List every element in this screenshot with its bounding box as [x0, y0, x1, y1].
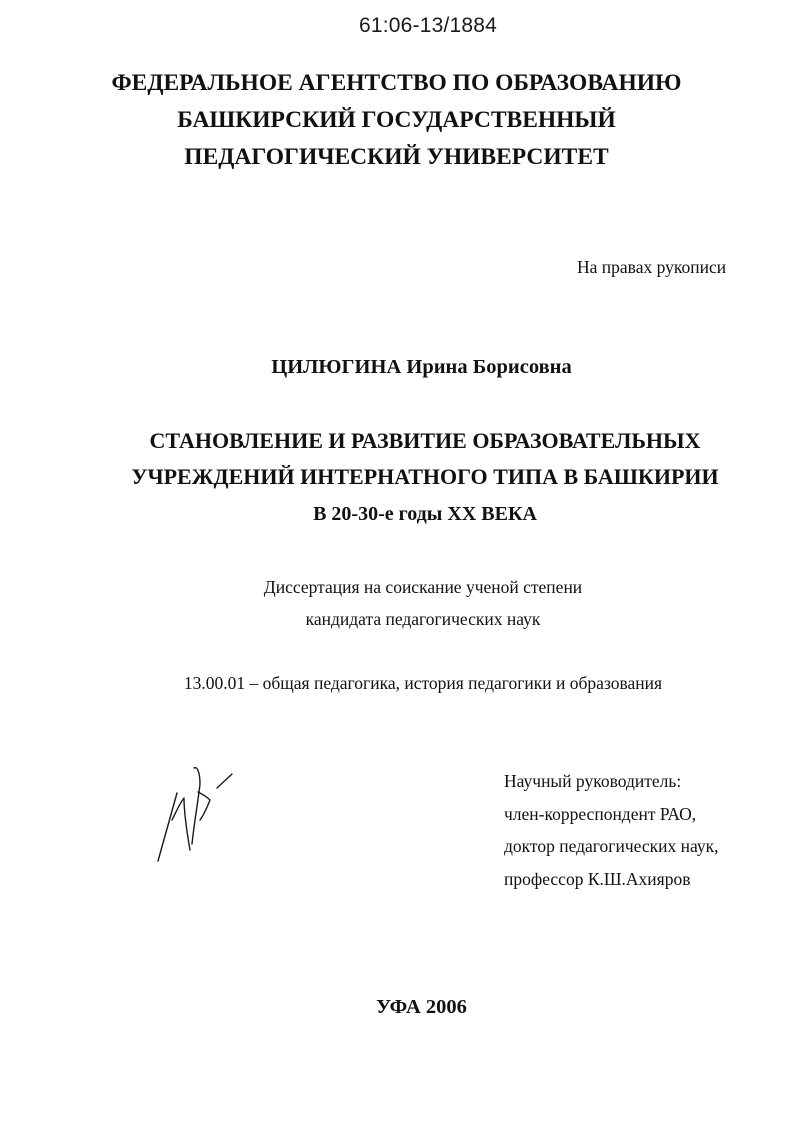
- signature-stroke-5: [217, 774, 232, 788]
- author-name: ЦИЛЮГИНА Ирина Борисовна: [271, 356, 572, 378]
- supervisor-line-3: доктор педагогических наук,: [504, 836, 719, 856]
- signature-stroke-1: [158, 793, 177, 861]
- supervisor-label: Научный руководитель:: [504, 771, 682, 791]
- specialty-code: 13.00.01 – общая педагогика, история педагогики и образования: [183, 673, 663, 693]
- title-line-1: СТАНОВЛЕНИЕ И РАЗВИТИЕ ОБРАЗОВАТЕЛЬНЫХ: [149, 428, 701, 453]
- organization-line-2: БАШКИРСКИЙ ГОСУДАРСТВЕННЫЙ: [177, 107, 616, 133]
- rights-note: На правах рукописи: [577, 257, 727, 277]
- organization-line-3: ПЕДАГОГИЧЕСКИЙ УНИВЕРСИТЕТ: [184, 144, 609, 170]
- title-line-3: В 20-30-е годы XX ВЕКА: [313, 503, 537, 525]
- supervisor-line-4: профессор К.Ш.Ахияров: [504, 869, 691, 889]
- dissertation-line-2: кандидата педагогических наук: [305, 609, 541, 629]
- organization-line-1: ФЕДЕРАЛЬНОЕ АГЕНТСТВО ПО ОБРАЗОВАНИЮ: [111, 70, 682, 96]
- signature-stroke-3: [192, 768, 200, 844]
- handwritten-signature: [150, 758, 250, 878]
- supervisor-line-2: член-корреспондент РАО,: [504, 804, 697, 824]
- signature-stroke-4: [198, 792, 210, 820]
- dissertation-line-1: Диссертация на соискание ученой степени: [263, 577, 583, 597]
- archive-code: 61:06-13/1884: [359, 14, 498, 37]
- city-year: УФА 2006: [376, 996, 467, 1018]
- title-line-2: УЧРЕЖДЕНИЙ ИНТЕРНАТНОГО ТИПА В БАШКИРИИ: [131, 464, 719, 489]
- signature-stroke-2: [172, 798, 190, 850]
